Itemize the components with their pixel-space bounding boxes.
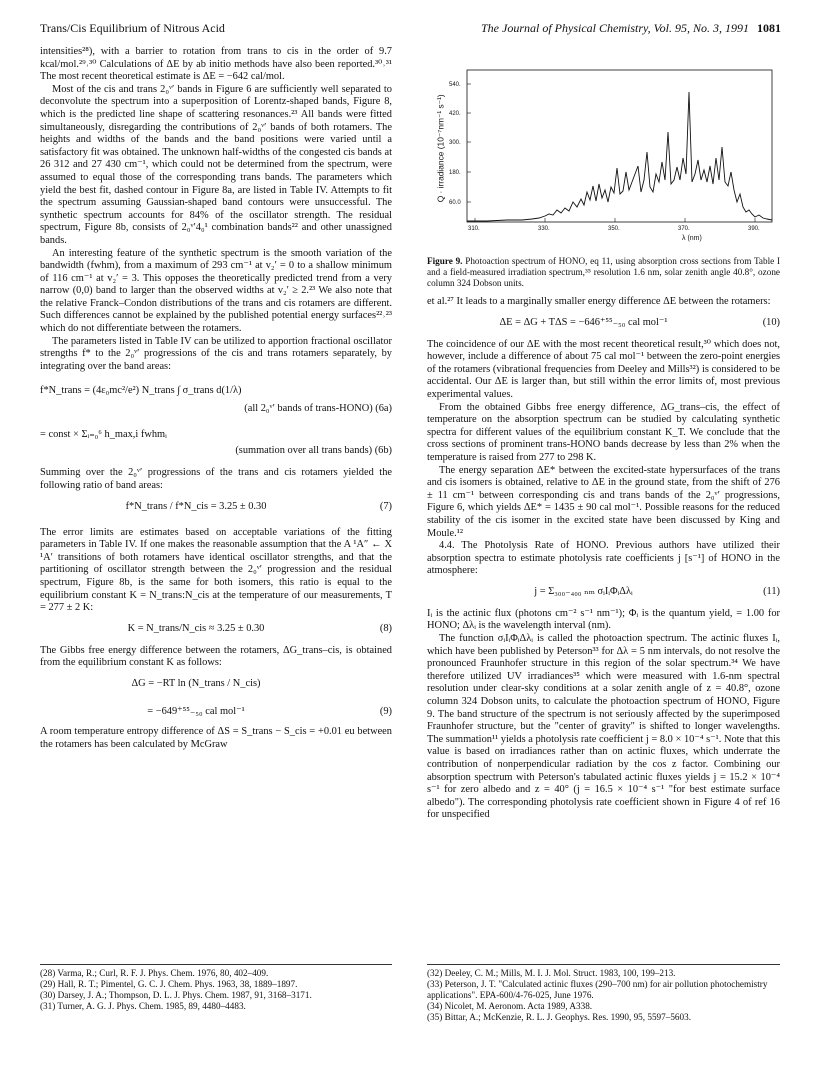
x-axis-label: λ (nm) <box>682 235 702 242</box>
x-tick-label: 370. <box>678 226 690 232</box>
running-header <box>40 22 781 38</box>
equation-8 <box>40 619 392 641</box>
footnotes-left <box>40 964 392 1012</box>
equation-body: j = Σ₃₀₀₋₄₀₀ ₙₘ σᵢIᵢΦᵢΔλᵢ <box>534 585 633 597</box>
equation-body: ΔG = −RT ln (N_trans / N_cis) <box>131 677 261 689</box>
paragraph: The Gibbs free energy difference between the rotamers, ΔG_trans–cis, is obtained from the equilibrium constant K as follows: <box>40 644 392 669</box>
equation-number: (9) <box>379 705 392 717</box>
equation-10 <box>427 313 780 335</box>
y-tick-label: 60.0 <box>449 200 461 206</box>
right-column <box>427 296 780 822</box>
equation-body: K = N_trans/N_cis ≈ 3.25 ± 0.30 <box>127 622 265 634</box>
footnote: (32) Deeley, C. M.; Mills, M. I. J. Mol. Struct. 1983, 100, 199–213. <box>427 968 676 978</box>
figure-y-axis-label: Q · irradiance (10⁻⁷nm⁻¹ s⁻¹) <box>435 94 446 203</box>
y-tick-label: 180. <box>449 170 461 176</box>
footnotes-right <box>427 964 780 1023</box>
y-ticks <box>449 82 471 206</box>
paragraph: Most of the cis and trans 2₀ᵛ′ bands in Figure 6 are sufficiently well separated to deconvolute the spectrum into a superposition of Lorentz-shaped bands, Figure 8, which is the predicted line shape of scattering resonances.²³ All bands were fitted simultaneously, disregarding the contributions of 2₀ᵛ′ bands of both rotamers. The heights and widths of the bands and the band positions were varied until a satisfactory fit was obtained. The unknown half-widths of the congested cis bands at 26 312 and 27 430 cm⁻¹, which could not be determined from the spectrum, were assumed to equal those of the corresponding trans bands. The parameters which yield the best fit, dashed contour in Figure 8a, are listed in Table IV. Attempts to fit the spectrum assuming Gaussian-shaped band contours were unsuccessful. The synthetic spectrum accounts for 84% of the oscillator strength. The residual spectrum, Figure 8b, consists of 2₀ᵛ′4₀¹ combination bands²² and other unassigned bands. <box>40 83 392 246</box>
footnote: (33) Peterson, J. T. "Calculated actinic fluxes (290–700 nm) for air pollution photochemistry applications". EPA-600/4-76-025, June 1976. <box>427 979 768 1000</box>
y-tick-label: 540. <box>449 82 461 88</box>
footnote: (34) Nicolet, M. Aeronom. Acta 1989, A338. <box>427 1001 593 1011</box>
equation-6b <box>40 425 392 441</box>
paragraph: An interesting feature of the synthetic spectrum is the smooth variation of the bandwidth (fwhm), from a maximum of 293 cm⁻¹ at v₂′ = 0 to a shallow minimum of 116 cm⁻¹ at v₂′ = 3. This opposes the theoretically predicted trend from a very narrow (0,0) band to larger than the observed widths at v₂′ ≥ 2.²³ We also note that the relative Franck–Condon distributions of the trans and cis rotamers are different. Such differences cannot be explained by the published potential energy surfaces²²˒²³ which do not differentiate between the rotamers. <box>40 247 392 335</box>
footnote: (30) Darsey, J. A.; Thompson, D. L. J. Phys. Chem. 1987, 91, 3168–3171. <box>40 990 312 1000</box>
footnote: (28) Varma, R.; Curl, R. F. J. Phys. Chem. 1976, 80, 402–409. <box>40 968 269 978</box>
equation-note: (summation over all trans bands) (6b) <box>235 445 392 457</box>
equation-11 <box>427 582 780 604</box>
equation-body: f*N_trans / f*N_cis = 3.25 ± 0.30 <box>125 500 267 512</box>
header-title: Trans/Cis Equilibrium of Nitrous Acid <box>40 21 225 35</box>
x-tick-label: 350. <box>608 226 620 232</box>
footnote: (31) Turner, A. G. J. Phys. Chem. 1985, 89, 4480–4483. <box>40 1001 246 1011</box>
equation-body: f*N_trans = (4ε₀mc²/e²) N_trans ∫ σ_trans d(1/λ) <box>40 385 242 397</box>
plot-frame <box>467 70 772 222</box>
x-tick-label: 390. <box>748 226 760 232</box>
paragraph: intensities²⁸), with a barrier to rotation from trans to cis in the order of 9.7 kcal/mol.²⁹˒³⁰ Calculations of ΔE by ab initio methods have also been reported.³⁰˒³¹ The most recent theoretical estimate is ΔE = −642 cal/mol. <box>40 46 392 83</box>
paragraph: The parameters listed in Table IV can be utilized to apportion fractional oscillator strengths f* to the 2₀ᵛ′ progressions of the cis and trans rotamers separately, by integrating over the band areas: <box>40 335 392 372</box>
x-tick-label: 330. <box>538 226 550 232</box>
paragraph: From the obtained Gibbs free energy difference, ΔG_trans–cis, the effect of temperature on the absorption spectrum can be studied by calculating synthetic spectra for different values of the equilibrium constant K_T. We conclude that the cross sections of prominent trans-HONO bands decrease by less than 2% when the temperature is raised from 277 to 298 K. <box>427 401 780 463</box>
spectrum-trace <box>467 92 772 221</box>
paragraph: 4.4. The Photolysis Rate of HONO. Previous authors have utilized their absorption spectra to estimate photolysis rate coefficients j [s⁻¹] of HONO in the atmosphere: <box>427 540 780 577</box>
equation-number: (7) <box>379 500 392 512</box>
equation-body: = const × Σᵢ₌₀⁶ h_max,i fwhmᵢ <box>40 429 167 441</box>
equation-number: (10) <box>762 316 780 328</box>
page-number: 1081 <box>757 21 781 35</box>
equation-body: ΔE = ΔG + TΔS = −646⁺⁵⁵₋₅₀ cal mol⁻¹ <box>499 316 668 328</box>
header-journal <box>481 22 781 35</box>
equation-number: (8) <box>379 622 392 634</box>
equation-body: = −649⁺⁵⁵₋₅₀ cal mol⁻¹ <box>147 705 245 717</box>
equation-note: (all 2₀ᵛ′ bands of trans-HONO) (6a) <box>244 403 392 415</box>
y-tick-label: 420. <box>449 111 461 117</box>
caption-text: Photoaction spectrum of HONO, eq 11, using absorption cross sections from Table I and a field-measured irradiation spectrum,³⁵ resolution 1.6 nm, solar zenith angle 40.8°, ozone column 324 Dobson units. <box>427 256 781 288</box>
footnote: (29) Hall, R. T.; Pimentel, G. C. J. Chem. Phys. 1963, 38, 1889–1897. <box>40 979 298 989</box>
paragraph: The coincidence of our ΔE with the most recent theoretical result,³⁰ which does not, however, include a difference of about 75 cal mol⁻¹ between the zero-point energies of the rotamers (vibrational frequencies from Deeley and Mills³²) is considered to be accidental. Our ΔE is larger than, but still within the error limits of, most previous experimental values. <box>427 338 780 400</box>
y-tick-label: 300. <box>449 140 461 146</box>
paragraph: Iᵢ is the actinic flux (photons cm⁻² s⁻¹ nm⁻¹); Φᵢ is the quantum yield, = 1.00 for HONO; Δλᵢ is the wavelength interval (nm). <box>427 607 780 632</box>
equation-6a <box>40 381 392 399</box>
paragraph: et al.²⁷ It leads to a marginally smaller energy difference ΔE between the rotamers: <box>427 296 771 307</box>
journal-citation: The Journal of Physical Chemistry, Vol. 95, No. 3, 1991 <box>481 21 749 35</box>
paragraph: Summing over the 2₀ᵛ′ progressions of the trans and cis rotamers yielded the following ratio of band areas: <box>40 467 392 492</box>
caption-label: Figure 9. <box>427 256 463 266</box>
figure-caption <box>427 256 780 289</box>
paragraph: The energy separation ΔE* between the excited-state hypersurfaces of the trans and cis isomers is obtained, relative to ΔE in the ground state, from the shift of 276 ± 11 cm⁻¹ between corresponding cis and trans bands of the 2₀ᵛ′ progressions, Figure 6, which yields ΔE* = 1435 ± 90 cal mol⁻¹. Possible reasons for the reduced stability of the cis isomer in the excited state have been discussed by King and Moule.¹² <box>427 464 780 539</box>
equation-7 <box>40 497 392 523</box>
paragraph: A room temperature entropy difference of ΔS = S_trans − S_cis = +0.01 eu between the rotamers has been calculated by McGraw <box>40 725 392 750</box>
paragraph: The function σᵢIᵢΦᵢΔλᵢ is called the photoaction spectrum. The actinic fluxes Iᵢ, which have been published by Peterson³³ for Δλ = 5 nm intervals, do not resolve the pronounced Fraunhofer structure in this region of the solar spectrum.³⁴ We have therefore utilized UV irradiances³⁵ which were measured with 1.6-nm spectral resolution under clear-sky conditions at a solar zenith angle of z = 40.8°, ozone column 324 Dobson units, to calculate the photoaction spectrum of HONO, Figure 9. The band structure of the spectrum is not seriously affected by the superimposed Fraunhofer structure, but the "center of gravity" is shifted to longer wavelengths. The summation¹¹ yields a photolysis rate coefficient j = 8.0 × 10⁻⁴ s⁻¹. Note that this value is based on irradiances rather than on actinic fluxes, which underrate the contribution of nonperpendicular radiation by the cos z factor. Combining our absorption spectrum with Peterson's tabulated actinic fluxes yields j = 15.2 × 10⁻⁴ s⁻¹ for zero albedo and z = 40° (j = 16.5 × 10⁻⁴ s⁻¹ "for best estimate surface albedo"). The corresponding photolysis rate coefficient shown in Figure 4 of ref 16 for unspecified <box>427 633 780 821</box>
paragraph: The error limits are estimates based on acceptable variations of the fitting parameters in Table IV. If one makes the reasonable assumption that the A ¹A″ ← X ¹A′ transitions of both rotamers have identical oscillator strengths, and that the partitioning of oscillator strength between the 2₀ᵛ′ progression and the residual spectrum, Figure 8b, is the same for both isomers, this ratio is equal to the equilibrium constant K = N_trans:N_cis at the temperature of our measurements, T = 277 ± 2 K: <box>40 526 392 614</box>
x-tick-label: 310. <box>468 226 480 232</box>
equation-9a <box>40 674 392 698</box>
left-column <box>40 46 392 751</box>
equation-9b <box>40 702 392 722</box>
figure-9-plot <box>427 62 780 252</box>
equation-number: (11) <box>763 585 780 597</box>
footnote: (35) Bittar, A.; McKenzie, R. L. J. Geophys. Res. 1990, 95, 5597–5603. <box>427 1012 692 1022</box>
